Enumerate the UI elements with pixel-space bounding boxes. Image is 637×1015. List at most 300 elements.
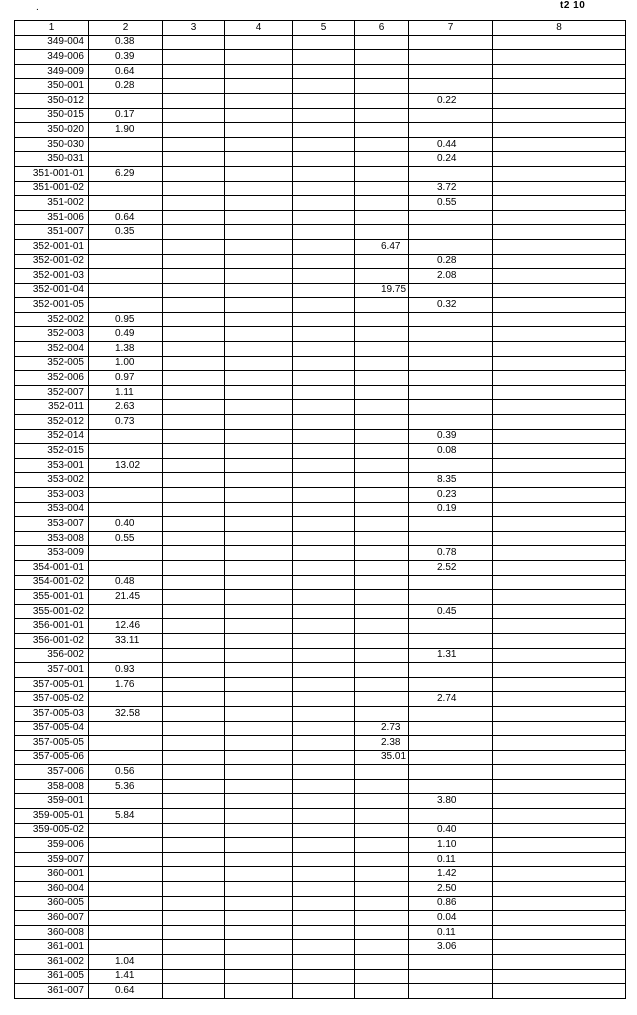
col8-cell bbox=[493, 444, 626, 459]
col5-cell bbox=[293, 225, 355, 240]
col5-cell bbox=[293, 779, 355, 794]
row-id-cell: 350-015 bbox=[15, 108, 89, 123]
col7-value-cell: 0.44 bbox=[409, 137, 493, 152]
col8-cell bbox=[493, 663, 626, 678]
col3-cell bbox=[163, 502, 225, 517]
col8-cell bbox=[493, 210, 626, 225]
col6-value-cell bbox=[355, 225, 409, 240]
table-row bbox=[15, 765, 626, 780]
row-id-cell: 357-005-06 bbox=[15, 750, 89, 765]
col2-value-cell bbox=[89, 823, 163, 838]
col8-cell bbox=[493, 721, 626, 736]
row-id-cell: 353-001 bbox=[15, 458, 89, 473]
col3-cell bbox=[163, 750, 225, 765]
col3-cell bbox=[163, 896, 225, 911]
col6-value-cell bbox=[355, 692, 409, 707]
col8-cell bbox=[493, 604, 626, 619]
row-id-cell: 352-003 bbox=[15, 327, 89, 342]
table-row bbox=[15, 517, 626, 532]
col3-cell bbox=[163, 677, 225, 692]
col6-value-cell bbox=[355, 809, 409, 824]
col3-cell bbox=[163, 269, 225, 284]
col5-cell bbox=[293, 911, 355, 926]
col3-cell bbox=[163, 123, 225, 138]
col7-value-cell: 8.35 bbox=[409, 473, 493, 488]
row-id-cell: 350-030 bbox=[15, 137, 89, 152]
col8-cell bbox=[493, 590, 626, 605]
col8-cell bbox=[493, 415, 626, 430]
table-row bbox=[15, 692, 626, 707]
col6-value-cell bbox=[355, 429, 409, 444]
col8-cell bbox=[493, 677, 626, 692]
col8-cell bbox=[493, 838, 626, 853]
table-row bbox=[15, 298, 626, 313]
row-id-cell: 353-004 bbox=[15, 502, 89, 517]
row-id-cell: 359-005-01 bbox=[15, 809, 89, 824]
col8-cell bbox=[493, 488, 626, 503]
col3-cell bbox=[163, 955, 225, 970]
table-row bbox=[15, 633, 626, 648]
row-id-cell: 350-031 bbox=[15, 152, 89, 167]
col5-cell bbox=[293, 400, 355, 415]
col2-value-cell: 0.38 bbox=[89, 35, 163, 50]
col7-value-cell bbox=[409, 517, 493, 532]
column-header: 5 bbox=[293, 21, 355, 36]
col5-cell bbox=[293, 969, 355, 984]
row-id-cell: 349-004 bbox=[15, 35, 89, 50]
col2-value-cell bbox=[89, 196, 163, 211]
col2-value-cell bbox=[89, 560, 163, 575]
col5-cell bbox=[293, 517, 355, 532]
col5-cell bbox=[293, 852, 355, 867]
col6-value-cell bbox=[355, 633, 409, 648]
col5-cell bbox=[293, 546, 355, 561]
col8-cell bbox=[493, 371, 626, 386]
col3-cell bbox=[163, 706, 225, 721]
col2-value-cell bbox=[89, 794, 163, 809]
col5-cell bbox=[293, 794, 355, 809]
col5-cell bbox=[293, 137, 355, 152]
row-id-cell: 352-014 bbox=[15, 429, 89, 444]
col8-cell bbox=[493, 152, 626, 167]
table-row bbox=[15, 342, 626, 357]
row-id-cell: 352-001-03 bbox=[15, 269, 89, 284]
table-row bbox=[15, 984, 626, 999]
row-id-cell: 350-012 bbox=[15, 93, 89, 108]
table-row bbox=[15, 546, 626, 561]
col4-cell bbox=[225, 473, 293, 488]
col2-value-cell: 0.55 bbox=[89, 531, 163, 546]
col4-cell bbox=[225, 575, 293, 590]
col4-cell bbox=[225, 458, 293, 473]
col5-cell bbox=[293, 560, 355, 575]
col8-cell bbox=[493, 940, 626, 955]
table-row bbox=[15, 896, 626, 911]
table-row bbox=[15, 823, 626, 838]
col5-cell bbox=[293, 838, 355, 853]
col7-value-cell bbox=[409, 633, 493, 648]
col2-value-cell: 0.35 bbox=[89, 225, 163, 240]
col8-cell bbox=[493, 692, 626, 707]
col7-value-cell: 0.11 bbox=[409, 925, 493, 940]
col6-value-cell bbox=[355, 385, 409, 400]
col6-value-cell: 2.38 bbox=[355, 736, 409, 751]
col3-cell bbox=[163, 473, 225, 488]
col7-value-cell: 2.74 bbox=[409, 692, 493, 707]
ledger-body bbox=[15, 35, 626, 998]
col5-cell bbox=[293, 239, 355, 254]
col4-cell bbox=[225, 925, 293, 940]
col3-cell bbox=[163, 385, 225, 400]
col7-value-cell bbox=[409, 50, 493, 65]
col6-value-cell: 6.47 bbox=[355, 239, 409, 254]
col8-cell bbox=[493, 823, 626, 838]
col3-cell bbox=[163, 298, 225, 313]
row-id-cell: 360-008 bbox=[15, 925, 89, 940]
col2-value-cell bbox=[89, 604, 163, 619]
col7-value-cell: 0.24 bbox=[409, 152, 493, 167]
col6-value-cell bbox=[355, 371, 409, 386]
col2-value-cell bbox=[89, 239, 163, 254]
table-row bbox=[15, 64, 626, 79]
col6-value-cell bbox=[355, 254, 409, 269]
col6-value-cell bbox=[355, 663, 409, 678]
col3-cell bbox=[163, 239, 225, 254]
col5-cell bbox=[293, 371, 355, 386]
col3-cell bbox=[163, 867, 225, 882]
col8-cell bbox=[493, 911, 626, 926]
col3-cell bbox=[163, 93, 225, 108]
ledger-table bbox=[14, 20, 626, 999]
col6-value-cell bbox=[355, 123, 409, 138]
row-id-cell: 352-001-02 bbox=[15, 254, 89, 269]
table-row bbox=[15, 473, 626, 488]
col7-value-cell bbox=[409, 809, 493, 824]
col5-cell bbox=[293, 64, 355, 79]
col3-cell bbox=[163, 721, 225, 736]
col5-cell bbox=[293, 269, 355, 284]
col2-value-cell: 1.90 bbox=[89, 123, 163, 138]
col6-value-cell bbox=[355, 867, 409, 882]
col2-value-cell: 0.28 bbox=[89, 79, 163, 94]
col4-cell bbox=[225, 371, 293, 386]
col5-cell bbox=[293, 254, 355, 269]
table-row bbox=[15, 706, 626, 721]
table-row bbox=[15, 79, 626, 94]
col2-value-cell bbox=[89, 473, 163, 488]
col4-cell bbox=[225, 648, 293, 663]
col4-cell bbox=[225, 225, 293, 240]
col5-cell bbox=[293, 79, 355, 94]
col2-value-cell: 0.95 bbox=[89, 312, 163, 327]
table-row bbox=[15, 648, 626, 663]
col3-cell bbox=[163, 925, 225, 940]
col4-cell bbox=[225, 108, 293, 123]
col8-cell bbox=[493, 385, 626, 400]
col6-value-cell bbox=[355, 342, 409, 357]
col3-cell bbox=[163, 911, 225, 926]
col6-value-cell bbox=[355, 356, 409, 371]
col3-cell bbox=[163, 560, 225, 575]
col6-value-cell bbox=[355, 648, 409, 663]
col3-cell bbox=[163, 648, 225, 663]
col2-value-cell bbox=[89, 444, 163, 459]
col5-cell bbox=[293, 619, 355, 634]
col5-cell bbox=[293, 385, 355, 400]
col7-value-cell bbox=[409, 750, 493, 765]
col5-cell bbox=[293, 984, 355, 999]
col2-value-cell bbox=[89, 867, 163, 882]
col3-cell bbox=[163, 137, 225, 152]
col6-value-cell bbox=[355, 166, 409, 181]
table-row bbox=[15, 721, 626, 736]
col4-cell bbox=[225, 152, 293, 167]
row-id-cell: 360-005 bbox=[15, 896, 89, 911]
col8-cell bbox=[493, 706, 626, 721]
col4-cell bbox=[225, 955, 293, 970]
col8-cell bbox=[493, 356, 626, 371]
row-id-cell: 356-002 bbox=[15, 648, 89, 663]
table-row bbox=[15, 809, 626, 824]
col4-cell bbox=[225, 181, 293, 196]
col2-value-cell bbox=[89, 896, 163, 911]
col7-value-cell: 1.10 bbox=[409, 838, 493, 853]
col4-cell bbox=[225, 269, 293, 284]
row-id-cell: 357-005-05 bbox=[15, 736, 89, 751]
col4-cell bbox=[225, 502, 293, 517]
col4-cell bbox=[225, 750, 293, 765]
column-header: 2 bbox=[89, 21, 163, 36]
col4-cell bbox=[225, 312, 293, 327]
col6-value-cell bbox=[355, 531, 409, 546]
col7-value-cell bbox=[409, 677, 493, 692]
col4-cell bbox=[225, 488, 293, 503]
col7-value-cell: 0.40 bbox=[409, 823, 493, 838]
col3-cell bbox=[163, 663, 225, 678]
col4-cell bbox=[225, 64, 293, 79]
col6-value-cell bbox=[355, 93, 409, 108]
col6-value-cell bbox=[355, 604, 409, 619]
col4-cell bbox=[225, 79, 293, 94]
col6-value-cell bbox=[355, 984, 409, 999]
col4-cell bbox=[225, 809, 293, 824]
col2-value-cell bbox=[89, 692, 163, 707]
col8-cell bbox=[493, 546, 626, 561]
row-id-cell: 349-009 bbox=[15, 64, 89, 79]
col5-cell bbox=[293, 604, 355, 619]
col8-cell bbox=[493, 619, 626, 634]
col5-cell bbox=[293, 342, 355, 357]
col6-value-cell bbox=[355, 969, 409, 984]
col4-cell bbox=[225, 342, 293, 357]
col5-cell bbox=[293, 356, 355, 371]
col3-cell bbox=[163, 371, 225, 386]
row-id-cell: 353-002 bbox=[15, 473, 89, 488]
col6-value-cell: 2.73 bbox=[355, 721, 409, 736]
col6-value-cell bbox=[355, 677, 409, 692]
col2-value-cell: 5.36 bbox=[89, 779, 163, 794]
col2-value-cell: 0.40 bbox=[89, 517, 163, 532]
col8-cell bbox=[493, 531, 626, 546]
row-id-cell: 357-006 bbox=[15, 765, 89, 780]
row-id-cell: 354-001-02 bbox=[15, 575, 89, 590]
table-row bbox=[15, 210, 626, 225]
row-id-cell: 356-001-02 bbox=[15, 633, 89, 648]
row-id-cell: 350-020 bbox=[15, 123, 89, 138]
table-row bbox=[15, 852, 626, 867]
col3-cell bbox=[163, 312, 225, 327]
col6-value-cell bbox=[355, 298, 409, 313]
col4-cell bbox=[225, 765, 293, 780]
row-id-cell: 352-007 bbox=[15, 385, 89, 400]
row-id-cell: 357-001 bbox=[15, 663, 89, 678]
col8-cell bbox=[493, 269, 626, 284]
col8-cell bbox=[493, 517, 626, 532]
col2-value-cell bbox=[89, 429, 163, 444]
col2-value-cell: 1.11 bbox=[89, 385, 163, 400]
col7-value-cell: 0.32 bbox=[409, 298, 493, 313]
col7-value-cell bbox=[409, 721, 493, 736]
col6-value-cell bbox=[355, 327, 409, 342]
col2-value-cell: 0.97 bbox=[89, 371, 163, 386]
row-id-cell: 353-007 bbox=[15, 517, 89, 532]
col8-cell bbox=[493, 882, 626, 897]
row-id-cell: 352-002 bbox=[15, 312, 89, 327]
col8-cell bbox=[493, 633, 626, 648]
col8-cell bbox=[493, 137, 626, 152]
col3-cell bbox=[163, 225, 225, 240]
col3-cell bbox=[163, 736, 225, 751]
col7-value-cell: 0.11 bbox=[409, 852, 493, 867]
table-row bbox=[15, 590, 626, 605]
col2-value-cell bbox=[89, 750, 163, 765]
column-header: 3 bbox=[163, 21, 225, 36]
col5-cell bbox=[293, 298, 355, 313]
col3-cell bbox=[163, 108, 225, 123]
col2-value-cell: 0.48 bbox=[89, 575, 163, 590]
table-row bbox=[15, 925, 626, 940]
col3-cell bbox=[163, 604, 225, 619]
table-row bbox=[15, 502, 626, 517]
col2-value-cell bbox=[89, 940, 163, 955]
col4-cell bbox=[225, 882, 293, 897]
col3-cell bbox=[163, 809, 225, 824]
col7-value-cell: 0.55 bbox=[409, 196, 493, 211]
col5-cell bbox=[293, 50, 355, 65]
col2-value-cell: 33.11 bbox=[89, 633, 163, 648]
col8-cell bbox=[493, 984, 626, 999]
col4-cell bbox=[225, 677, 293, 692]
col3-cell bbox=[163, 444, 225, 459]
table-row bbox=[15, 93, 626, 108]
col4-cell bbox=[225, 663, 293, 678]
row-id-cell: 352-005 bbox=[15, 356, 89, 371]
col2-value-cell: 13.02 bbox=[89, 458, 163, 473]
col3-cell bbox=[163, 152, 225, 167]
row-id-cell: 352-001-04 bbox=[15, 283, 89, 298]
col8-cell bbox=[493, 473, 626, 488]
corner-mark: . bbox=[36, 2, 39, 13]
col7-value-cell bbox=[409, 706, 493, 721]
col7-value-cell bbox=[409, 239, 493, 254]
table-row bbox=[15, 955, 626, 970]
col8-cell bbox=[493, 35, 626, 50]
col5-cell bbox=[293, 765, 355, 780]
table-row bbox=[15, 750, 626, 765]
col8-cell bbox=[493, 327, 626, 342]
col7-value-cell: 3.80 bbox=[409, 794, 493, 809]
table-row bbox=[15, 794, 626, 809]
col2-value-cell bbox=[89, 283, 163, 298]
row-id-cell: 357-005-02 bbox=[15, 692, 89, 707]
col3-cell bbox=[163, 35, 225, 50]
col4-cell bbox=[225, 415, 293, 430]
col3-cell bbox=[163, 575, 225, 590]
col5-cell bbox=[293, 196, 355, 211]
col3-cell bbox=[163, 356, 225, 371]
col8-cell bbox=[493, 254, 626, 269]
col2-value-cell: 1.00 bbox=[89, 356, 163, 371]
col3-cell bbox=[163, 210, 225, 225]
col7-value-cell: 2.50 bbox=[409, 882, 493, 897]
col8-cell bbox=[493, 64, 626, 79]
col4-cell bbox=[225, 137, 293, 152]
table-row bbox=[15, 736, 626, 751]
col5-cell bbox=[293, 283, 355, 298]
col5-cell bbox=[293, 736, 355, 751]
col6-value-cell bbox=[355, 706, 409, 721]
table-row bbox=[15, 779, 626, 794]
col6-value-cell bbox=[355, 896, 409, 911]
col6-value-cell bbox=[355, 79, 409, 94]
col3-cell bbox=[163, 342, 225, 357]
table-row bbox=[15, 123, 626, 138]
col5-cell bbox=[293, 663, 355, 678]
col2-value-cell bbox=[89, 269, 163, 284]
col6-value-cell bbox=[355, 400, 409, 415]
row-id-cell: 357-005-04 bbox=[15, 721, 89, 736]
col7-value-cell: 2.52 bbox=[409, 560, 493, 575]
col6-value-cell bbox=[355, 50, 409, 65]
col8-cell bbox=[493, 166, 626, 181]
col4-cell bbox=[225, 706, 293, 721]
col8-cell bbox=[493, 342, 626, 357]
table-row bbox=[15, 283, 626, 298]
row-id-cell: 360-001 bbox=[15, 867, 89, 882]
col3-cell bbox=[163, 429, 225, 444]
col7-value-cell: 0.45 bbox=[409, 604, 493, 619]
col5-cell bbox=[293, 575, 355, 590]
col8-cell bbox=[493, 896, 626, 911]
col7-value-cell: 1.42 bbox=[409, 867, 493, 882]
col2-value-cell: 0.64 bbox=[89, 64, 163, 79]
row-id-cell: 361-001 bbox=[15, 940, 89, 955]
table-row bbox=[15, 940, 626, 955]
table-row bbox=[15, 429, 626, 444]
header-row bbox=[15, 21, 626, 36]
col6-value-cell bbox=[355, 137, 409, 152]
col4-cell bbox=[225, 823, 293, 838]
table-row bbox=[15, 400, 626, 415]
col3-cell bbox=[163, 619, 225, 634]
col4-cell bbox=[225, 867, 293, 882]
col6-value-cell bbox=[355, 575, 409, 590]
col2-value-cell bbox=[89, 736, 163, 751]
row-id-cell: 353-009 bbox=[15, 546, 89, 561]
row-id-cell: 352-006 bbox=[15, 371, 89, 386]
col2-value-cell: 12.46 bbox=[89, 619, 163, 634]
table-row bbox=[15, 385, 626, 400]
